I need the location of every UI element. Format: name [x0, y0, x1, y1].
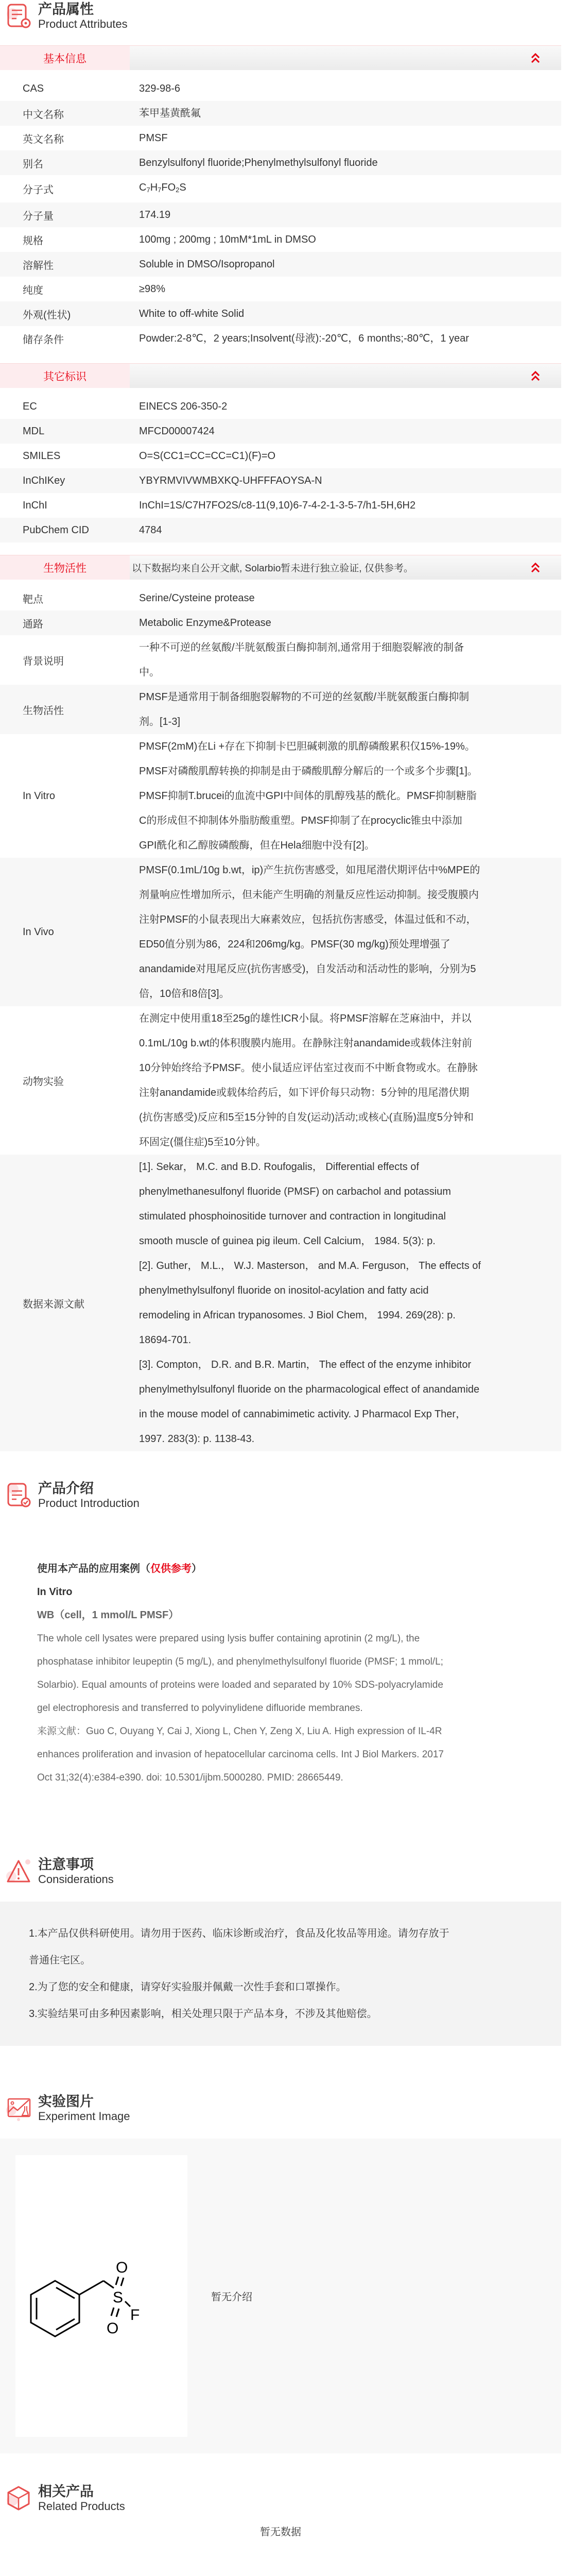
row-label: 生物活性: [23, 705, 64, 717]
row-value: Soluble in DMSO/Isopropanol: [139, 259, 275, 270]
row-label: MDL: [23, 425, 45, 437]
consideration-line: 1.本产品仅供科研使用。请勿用于医药、临床诊断或治疗，食品及化妆品等用途。请勿存放于: [29, 1928, 449, 1939]
consideration-line: 3.实验结果可由多种因素影响，相关处理只限于产品本身，不涉及其他赔偿。: [29, 2008, 377, 2020]
section-header-other-ids[interactable]: [0, 363, 561, 388]
double-chevron-up-icon[interactable]: [530, 370, 541, 382]
case-text-line: Oct 31;32(4):e384-e390. doi: 10.5301/ijbm.5000280. PMID: 28665449.: [37, 1772, 343, 1783]
row-value: YBYRMVIVWMBXKQ-UHFFFAOYSA-N: [139, 475, 322, 486]
row-label: 中文名称: [23, 109, 64, 121]
application-case-heading: 使用本产品的应用案例（仅供参考）: [37, 1563, 202, 1574]
document-check-icon: [5, 1482, 32, 1509]
row-value: PMSF: [139, 132, 168, 144]
double-chevron-up-icon[interactable]: [530, 562, 541, 573]
row-value: O=S(CC1=CC=CC=C1)(F)=O: [139, 450, 276, 462]
table-row: [0, 1155, 561, 1451]
row-value: White to off-white Solid: [139, 308, 245, 319]
row-value: 一种不可逆的丝氨酸/半胱氨酸蛋白酶抑制剂,通常用于细胞裂解液的制备 中。: [139, 642, 464, 678]
case-subheading: In Vitro: [37, 1586, 73, 1598]
consideration-line: 普通住宅区。: [29, 1955, 91, 1966]
section-tag: 生物活性: [0, 555, 130, 580]
row-label: EC: [23, 400, 37, 412]
row-label: 数据来源文献: [23, 1298, 84, 1310]
row-label: 外观(性状): [23, 309, 71, 321]
section-tag: 基本信息: [0, 46, 130, 70]
application-case: [0, 1511, 561, 1789]
case-text-line: enhances proliferation and invasion of hepatocellular carcinoma cells. Int J Biol Markers. 2017: [37, 1749, 444, 1760]
table-row: [0, 301, 561, 326]
table-row: [0, 1006, 561, 1155]
module-subtitle: Product Introduction: [38, 1497, 140, 1510]
double-chevron-up-icon[interactable]: [530, 53, 541, 64]
case-text-line: The whole cell lysates were prepared using lysis buffer containing aprotinin (2 mg/L), the: [37, 1633, 420, 1644]
row-label: 溶解性: [23, 260, 54, 272]
case-text-line: Solarbio). Equal amounts of proteins were loaded and separated by 10% SDS-polyacrylamide: [37, 1680, 443, 1690]
svg-text:O: O: [116, 2259, 128, 2276]
row-value: Metabolic Enzyme&Protease: [139, 617, 271, 629]
row-value: ≥98%: [139, 283, 166, 295]
section-tag: 其它标识: [0, 364, 130, 388]
warning-triangle-icon: [5, 1858, 32, 1885]
row-label: InChIKey: [23, 474, 65, 486]
module-title: 产品属性: [38, 2, 94, 17]
case-text-line: phosphatase inhibitor leupeptin (5 mg/L), and phenylmethylsulfonyl fluoride (PMSF; 1 mmol/L;: [37, 1656, 443, 1667]
module-title: 相关产品: [38, 2484, 94, 2499]
row-label: 别名: [23, 158, 43, 170]
row-label: 储存条件: [23, 334, 64, 346]
table-row: [0, 635, 561, 685]
table-row: [0, 175, 561, 202]
module-title: 产品介绍: [38, 1481, 94, 1496]
row-label: 纯度: [23, 284, 43, 296]
row-value: PMSF(0.1mL/10g b.wt，ip)产生抗伤害感受，如甩尾潜伏期评估中%MPE的 剂量响应性增加所示，但未能产生明确的剂量反应性运动抑制。接受腹膜内 注射PMSF的小鼠表现出大麻素效应，包括抗伤害感受，体温过低和不动， ED50值分别为86，224和206mg/kg。PMSF(30 mg/kg)预处理增强了 anandamide对甩尾反应(抗伤害感受)，自发活动和活动性的影响，分别为5 倍，10倍和8倍[3]。: [139, 865, 480, 999]
case-text-line: 来源文献：Guo C, Ouyang Y, Cai J, Xiong L, Chen Y, Zeng X, Liu A. High expression of IL-4R: [37, 1726, 442, 1737]
table-row: [0, 277, 561, 301]
table-row: [0, 419, 561, 444]
table-row: [0, 326, 561, 351]
section-header-basic-info[interactable]: [0, 45, 561, 70]
row-label: 规格: [23, 235, 43, 247]
row-label: 英文名称: [23, 133, 64, 145]
row-label: PubChem CID: [23, 524, 89, 536]
image-caption: 暂无介绍: [211, 2292, 252, 2303]
svg-text:S: S: [113, 2289, 124, 2306]
considerations-heading: [0, 1855, 561, 1887]
case-text-line: gel electrophoresis and transferred to polyvinylidene difluoride membranes.: [37, 1703, 363, 1714]
case-description: [37, 1627, 524, 1789]
table-row: [0, 493, 561, 518]
row-value: MFCD00007424: [139, 426, 215, 437]
basic-info-table: [0, 70, 561, 356]
product-introduction-heading: [0, 1479, 561, 1511]
row-value: Benzylsulfonyl fluoride;Phenylmethylsulfonyl fluoride: [139, 157, 378, 168]
product-attributes-heading: [0, 0, 561, 32]
case-method: WB（cell，1 mmol/L PMSF）: [37, 1609, 179, 1621]
module-subtitle: Product Attributes: [38, 18, 128, 30]
module-title: 注意事项: [38, 1857, 94, 1872]
row-value: 100mg ; 200mg ; 10mM*1mL in DMSO: [139, 234, 316, 245]
row-label: In Vivo: [23, 926, 54, 938]
disclaimer-note: 以下数据均来自公开文献, Solarbio暂未进行独立验证, 仅供参考。: [132, 563, 413, 574]
row-label: InChI: [23, 499, 47, 511]
row-label: 靶点: [23, 594, 43, 605]
empty-state: 暂无数据: [260, 2527, 301, 2538]
row-value: PMSF是通常用于制备细胞裂解物的不可逆的丝氨酸/半胱氨酸蛋白酶抑制 剂。[1-3]: [139, 691, 470, 727]
row-label: 分子量: [23, 210, 54, 222]
row-label: In Vitro: [23, 790, 55, 802]
section-header-bio-activity[interactable]: [0, 555, 561, 580]
module-title: 实验图片: [38, 2094, 94, 2109]
row-value: 苯甲基黄酰氟: [139, 108, 201, 119]
table-row: [0, 685, 561, 734]
table-row: [0, 394, 561, 419]
table-row: [0, 468, 561, 493]
reference-only-tag: 仅供参考: [150, 1563, 192, 1574]
row-value: 329-98-6: [139, 83, 181, 94]
row-value: Powder:2-8℃，2 years;Insolvent(母液):-20℃，6 months;-80℃，1 year: [139, 333, 469, 344]
row-value: [1]. Sekar， M.C. and B.D. Roufogalis， Differential effects of phenylmethanesulfonyl fluoride (PMSF) on carbachol and potassium stimulated phosphoinositide turnover and contraction in longitudinal smooth muscle of guinea pig ileum. Cell Calcium， 1984. 5(3): p. [2]. Guther， M.L.， W.J. Masterson， and M.A. Ferguson， The effects of phenylmethylsulfonyl fluoride on inositol-acylation and fatty acid remodeling in African trypanosomes. J Biol Chem， 1994. 269(28): p. 18694-701. [3]. Compton， D.R. and B.R. Martin， The effect of the enzyme inhibitor phenylmethylsulfonyl fluoride on the pharmacological effect of anandamide in the mouse model of cannabimimetic activity. J Pharmacol Exp Ther， 1997. 283(3): p. 1138-43.: [139, 1161, 481, 1445]
table-row: [0, 202, 561, 227]
row-label: 通路: [23, 618, 43, 630]
row-value: EINECS 206-350-2: [139, 401, 228, 412]
row-label: CAS: [23, 82, 44, 94]
module-subtitle: Considerations: [38, 1873, 114, 1886]
row-value: 4784: [139, 524, 162, 536]
table-row: [0, 611, 561, 635]
table-row: [0, 227, 561, 252]
row-label: 分子式: [23, 184, 54, 196]
image-flask-icon: [5, 2095, 32, 2122]
table-row: [0, 734, 561, 858]
bio-activity-table: [0, 580, 561, 1456]
module-subtitle: Experiment Image: [38, 2110, 130, 2123]
module-subtitle: Related Products: [38, 2500, 125, 2513]
table-row: [0, 101, 561, 126]
related-products-heading: [0, 2482, 561, 2514]
structure-image[interactable]: [15, 2155, 187, 2437]
row-label: 背景说明: [23, 655, 64, 667]
table-row: [0, 858, 561, 1006]
row-value: PMSF(2mM)在Li +存在下抑制卡巴胆碱刺激的肌醇磷酸累积仅15%-19%。 PMSF对磷酸肌醇转换的抑制是由于磷酸肌醇分解后的一个或多个步骤[1]。 PMSF抑制T.brucei的血流中GPI中间体的肌醇残基的酰化。PMSF抑制糖脂 C的形成但不抑制体外脂肪酸重塑。PMSF抑制了在procyclic锥虫中添加 GPI酰化和乙醇胺磷酸酶，但在Hela细胞中没有[2]。: [139, 741, 478, 851]
pmsf-structure-diagram: [24, 2219, 179, 2374]
table-row: [0, 252, 561, 277]
other-ids-table: [0, 388, 561, 548]
table-row: [0, 518, 561, 543]
svg-text:O: O: [107, 2319, 119, 2337]
row-value: InChI=1S/C7H7FO2S/c8-11(9,10)6-7-4-2-1-3-5-7/h1-5H,6H2: [139, 500, 416, 511]
consideration-line: 2.为了您的安全和健康，请穿好实验服并佩戴一次性手套和口罩操作。: [29, 1981, 346, 1993]
table-row: [0, 76, 561, 101]
cube-icon: [5, 2485, 32, 2512]
molecular-formula: $C_7H_7FO_2S$: [139, 182, 186, 194]
document-gear-icon: [5, 3, 32, 29]
row-value: Serine/Cysteine protease: [139, 592, 255, 604]
table-row: [0, 150, 561, 175]
experiment-image-box: [0, 2139, 561, 2453]
row-value: 174.19: [139, 209, 171, 221]
table-row: [0, 444, 561, 468]
experiment-image-heading: [0, 2092, 561, 2124]
considerations-box: [0, 1902, 561, 2046]
svg-text:F: F: [130, 2306, 140, 2324]
table-row: [0, 126, 561, 150]
table-row: [0, 586, 561, 611]
row-label: 动物实验: [23, 1076, 64, 1088]
row-label: SMILES: [23, 450, 61, 462]
row-value: 在测定中使用重18至25g的雄性ICR小鼠。将PMSF溶解在芝麻油中，并以 0.1mL/10g b.wt的体积腹膜内施用。在静脉注射anandamide或载体注射前 10分钟始终给予PMSF。使小鼠适应评估室过夜而不中断食物或水。在静脉 注射anandamide或载体给药后，如下评价每只动物：5分钟的甩尾潜伏期 (抗伤害感受)反应和5至15分钟的自发(运动)活动;或核心(直肠)温度5分钟和 环固定(僵住症)5至10分钟。: [139, 1013, 478, 1148]
